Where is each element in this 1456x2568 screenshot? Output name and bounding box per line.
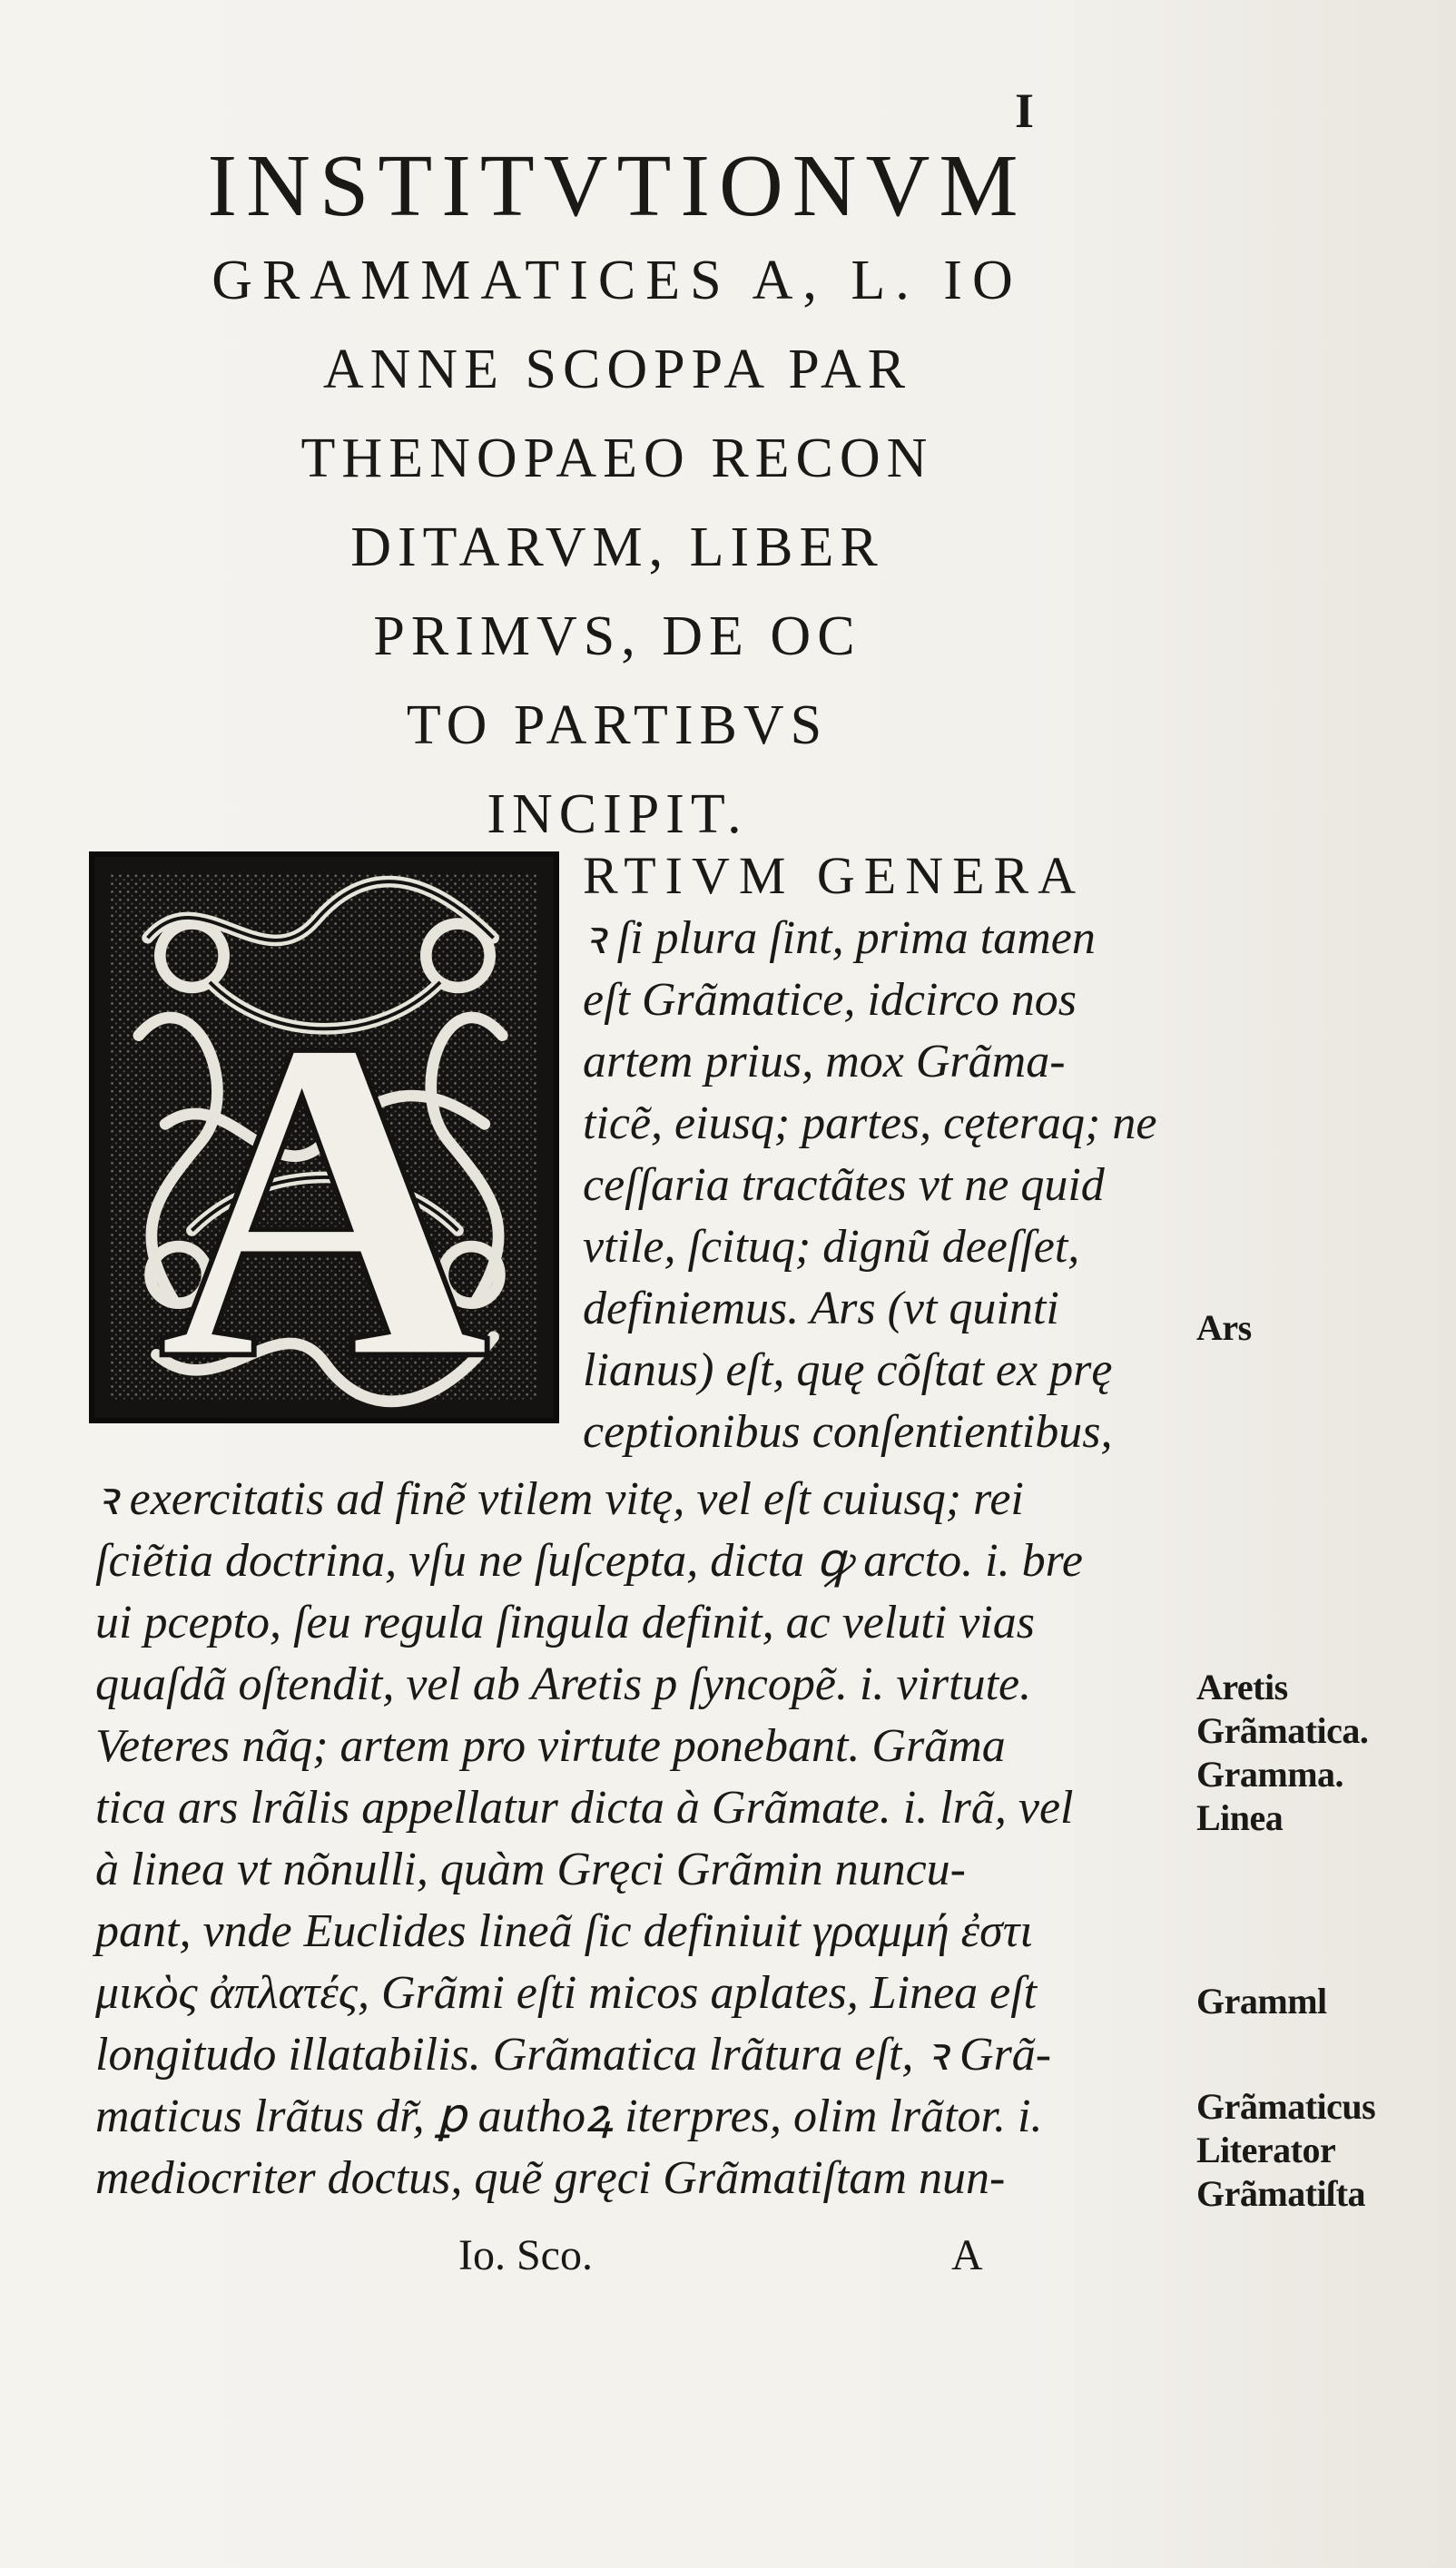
margin-note: Grãmatica.	[1196, 1710, 1369, 1751]
text-line: longitudo illatabilis. Grãmatica lrãtura eſt, ꝛ Grã-	[95, 2029, 1052, 2081]
decorated-initial	[89, 851, 559, 1423]
margin-note: Literator	[1196, 2130, 1336, 2170]
margin-note: Linea	[1196, 1797, 1284, 1838]
text-line: ticẽ, eiusq; partes, cęteraq; ne	[583, 1097, 1157, 1149]
margin-note: Grãmaticus	[1196, 2086, 1376, 2127]
chapter-title	[91, 136, 1144, 859]
text-line: ceptionibus conſentientibus,	[583, 1406, 1113, 1458]
text-line: ꝛ ſi plura ſint, prima tamen	[583, 912, 1096, 964]
signature-mark: A	[951, 2231, 983, 2279]
catchword: Io. Sco.	[458, 2231, 593, 2279]
text-line: ꝛ exercitatis ad finẽ vtilem vitę, vel eſt cuiusq; rei	[95, 1473, 1024, 1525]
margin-note: Gramml	[1196, 1981, 1327, 2022]
text-line: ceſſaria tractãtes vt ne quid	[583, 1159, 1105, 1211]
margin-note: Aretis	[1196, 1667, 1288, 1707]
title-line: INSTITVTIONVM	[207, 137, 1028, 235]
text-line: pant, vnde Euclides lineã ſic definiuit γραμμή ἐστι	[95, 1905, 1033, 1957]
text-line: artem prius, mox Grãma-	[583, 1036, 1066, 1087]
margin-note: Grãmatiſta	[1196, 2173, 1366, 2214]
text-line: à linea vt nõnulli, quàm Gręci Grãmin nuncu-	[95, 1844, 966, 1895]
text-line: eſt Grãmatice, idcirco nos	[583, 974, 1077, 1026]
text-line: vtile, ſcituq; dignũ deeſſet,	[583, 1221, 1080, 1273]
title-line: PRIMVS, DE OC	[373, 605, 861, 667]
text-line: ui pcepto, ſeu regula ſingula definit, ac veluti vias	[95, 1597, 1035, 1648]
title-line: THENOPAEO RECON	[300, 428, 934, 489]
opening-words: RTIVM GENERA	[583, 846, 1086, 905]
title-line: TO PARTIBVS	[406, 694, 829, 756]
title-line: GRAMMATICES A, L. IO	[212, 250, 1023, 311]
text-line: quaſdã oſtendit, vel ab Aretis p ſyncopẽ. i. virtute.	[95, 1658, 1032, 1710]
svg-text:A: A	[157, 943, 491, 1418]
margin-note: Ars	[1196, 1307, 1252, 1348]
title-line: DITARVM, LIBER	[350, 517, 884, 578]
text-line: lianus) eſt, quę cõſtat ex prę	[583, 1344, 1113, 1396]
title-line: ANNE SCOPPA PAR	[322, 339, 912, 400]
margin-note: Gramma.	[1196, 1754, 1344, 1795]
title-line: INCIPIT.	[487, 783, 748, 845]
text-line: definiemus. Ars (vt quinti	[583, 1283, 1059, 1334]
text-line: Veteres nãq; artem pro virtute ponebant. Grãma	[95, 1720, 1006, 1772]
initial-letter	[94, 857, 554, 1418]
text-line: μικὸς ἀπλατές, Grãmi eſti micos aplates, Linea eſt	[95, 1967, 1038, 2019]
text-line: tica ars lrãlis appellatur dicta à Grãmate. i. lrã, vel	[95, 1782, 1074, 1834]
folio-number: I	[1015, 84, 1035, 138]
text-line: maticus lrãtus dr̃, ꝑ authoꝝ iterpres, olim lrãtor. i.	[95, 2091, 1043, 2142]
text-line: ſciẽtia doctrina, vſu ne ſuſcepta, dicta ꝙ arcto. i. bre	[95, 1535, 1083, 1587]
text-line: mediocriter doctus, quẽ gręci Grãmatiſtam nun-	[95, 2152, 1006, 2204]
